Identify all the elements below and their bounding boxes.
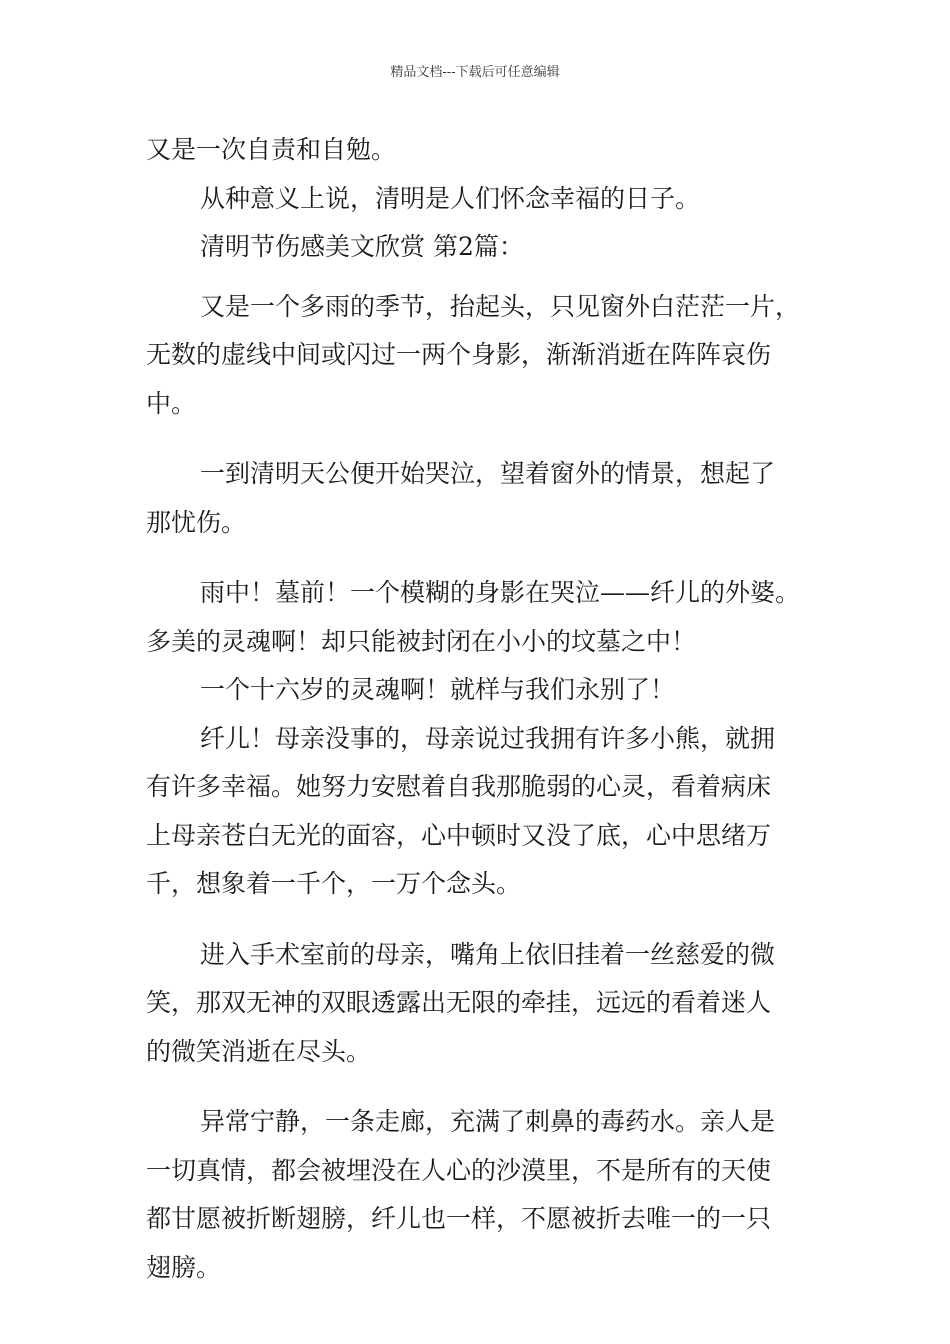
- paragraph-line: 一切真情，都会被埋没在人心的沙漠里，不是所有的天使: [146, 1155, 772, 1185]
- paragraph-line: 一到清明天公便开始哭泣，望着窗外的情景，想起了: [200, 459, 776, 488]
- paragraph-line: 多美的灵魂啊！却只能被封闭在小小的坟墓之中！: [146, 626, 697, 656]
- paragraph-line: 一个十六岁的灵魂啊！就样与我们永别了！: [200, 675, 676, 704]
- paragraph-line: 又是一次自责和自勉。: [146, 135, 397, 164]
- paragraph-line: 从种意义上说，清明是人们怀念幸福的日子。: [200, 183, 701, 213]
- paragraph-line: 的微笑消逝在尽头。: [146, 1036, 372, 1066]
- paragraph-line: 千，想象着一千个，一万个念头。: [146, 869, 522, 898]
- paragraph-line: 都甘愿被折断翅膀，纤儿也一样，不愿被折去唯一的一只: [146, 1204, 772, 1233]
- paragraph-line: 又是一个多雨的季节，抬起头，只见窗外白茫茫一片，: [200, 291, 801, 321]
- page-header: 精品文档---下载后可任意编辑: [390, 65, 560, 80]
- paragraph-line: 无数的虚线中间或闪过一两个身影，渐渐消逝在阵阵哀伤: [146, 340, 772, 369]
- paragraph-line: 进入手术室前的母亲，嘴角上依旧挂着一丝慈爱的微: [200, 939, 776, 969]
- document-body: [146, 126, 826, 1292]
- paragraph-line: 上母亲苍白无光的面容，心中顿时又没了底，心中思绪万: [146, 820, 772, 850]
- paragraph-line: 那忧伤。: [146, 507, 247, 537]
- section-title: 清明节伤感美文欣赏 第2篇：: [200, 232, 524, 261]
- paragraph-line: 中。: [146, 388, 197, 418]
- paragraph-line: 笑，那双无神的双眼透露出无限的牵挂，远远的看着迷人: [146, 988, 772, 1017]
- paragraph-line: 雨中！墓前！一个模糊的身影在哭泣——纤儿的外婆。: [200, 578, 801, 607]
- paragraph-line: 有许多幸福。她努力安慰着自我那脆弱的心灵，看着病床: [146, 772, 772, 801]
- paragraph-line: 翅膀。: [146, 1252, 222, 1282]
- paragraph-line: 异常宁静，一条走廊，充满了刺鼻的毒药水。亲人是: [200, 1107, 776, 1136]
- paragraph-line: 纤儿！母亲没事的，母亲说过我拥有许多小熊，就拥: [200, 723, 776, 753]
